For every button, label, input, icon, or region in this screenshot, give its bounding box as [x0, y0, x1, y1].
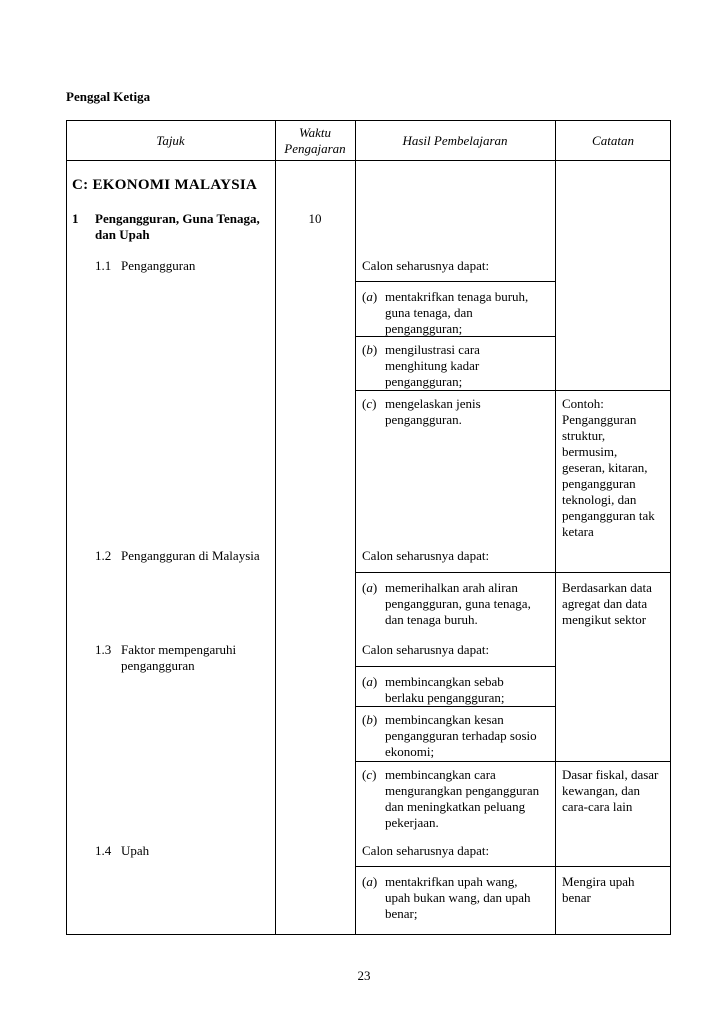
- outcome-item: membincangkan cara mengurangkan pengangguran dan meningkatkan peluang pekerjaan.: [385, 767, 540, 830]
- item-divider: [355, 761, 671, 762]
- topic-hours: 10: [308, 211, 322, 226]
- column-divider-2: [355, 120, 356, 935]
- topic-title-line2: dan Upah: [95, 227, 150, 242]
- section-heading: Penggal Ketiga: [66, 89, 151, 104]
- outcome-item: membincangkan sebab berlaku pengangguran;: [385, 674, 505, 705]
- item-divider: [355, 390, 671, 391]
- outcome-intro: Calon seharusnya dapat:: [362, 258, 490, 273]
- item-divider: [355, 336, 555, 337]
- item-label: (a): [362, 580, 378, 595]
- outcome-item: mentakrifkan upah wang, upah bukan wang, dan upah benar;: [385, 874, 531, 921]
- header-hasil: Hasil Pembelajaran: [402, 133, 508, 148]
- outcome-intro: Calon seharusnya dapat:: [362, 843, 490, 858]
- item-label: (a): [362, 874, 378, 889]
- subtopic-title: Pengangguran: [121, 258, 196, 273]
- item-label: (c): [362, 767, 377, 782]
- item-label: (b): [362, 342, 378, 357]
- item-divider: [355, 666, 555, 667]
- outcome-intro: Calon seharusnya dapat:: [362, 548, 490, 563]
- topic-number: 1: [72, 211, 79, 226]
- subtopic-number: 1.3: [95, 642, 112, 657]
- column-divider-1: [275, 120, 276, 935]
- subtopic-number: 1.1: [95, 258, 112, 273]
- item-divider: [355, 706, 555, 707]
- page-number: 23: [357, 968, 371, 983]
- outcome-item: membincangkan kesan pengangguran terhadap sosio ekonomi;: [385, 712, 537, 759]
- subtopic-title: Upah: [121, 843, 150, 858]
- header-waktu-line1: Waktu: [298, 125, 332, 140]
- topic-title-line1: Pengangguran, Guna Tenaga,: [95, 211, 260, 226]
- outcome-item: mengelaskan jenis pengangguran.: [385, 396, 481, 427]
- item-label: (b): [362, 712, 378, 727]
- header-tajuk: Tajuk: [156, 133, 185, 148]
- outcome-item: mentakrifkan tenaga buruh, guna tenaga, dan pengangguran;: [385, 289, 529, 336]
- outcome-item: memerihalkan arah aliran pengangguran, guna tenaga, dan tenaga buruh.: [385, 580, 531, 627]
- note-cell: Contoh: Pengangguran struktur, bermusim, geseran, kitaran, pengangguran teknologi, dan pengangguran tak ketara: [562, 396, 655, 539]
- outcome-intro: Calon seharusnya dapat:: [362, 642, 490, 657]
- item-label: (a): [362, 674, 378, 689]
- subtopic-number: 1.4: [95, 843, 112, 858]
- column-divider-3: [555, 120, 556, 935]
- item-divider: [355, 866, 671, 867]
- item-divider: [355, 281, 555, 282]
- item-label: (a): [362, 289, 378, 304]
- part-title: C: EKONOMI MALAYSIA: [72, 177, 258, 193]
- header-divider: [66, 160, 671, 161]
- outcome-item: mengilustrasi cara menghitung kadar pengangguran;: [385, 342, 480, 389]
- note-cell: Dasar fiskal, dasar kewangan, dan cara-cara lain: [562, 767, 659, 814]
- note-cell: Berdasarkan data agregat dan data mengikut sektor: [562, 580, 652, 627]
- subtopic-title: Faktor mempengaruhi pengangguran: [121, 642, 237, 673]
- item-divider: [355, 572, 671, 573]
- header-catatan: Catatan: [592, 133, 634, 148]
- item-label: (c): [362, 396, 377, 411]
- header-waktu-line2: Pengajaran: [284, 141, 346, 156]
- note-cell: Mengira upah benar: [562, 874, 635, 905]
- subtopic-number: 1.2: [95, 548, 112, 563]
- subtopic-title: Pengangguran di Malaysia: [121, 548, 260, 563]
